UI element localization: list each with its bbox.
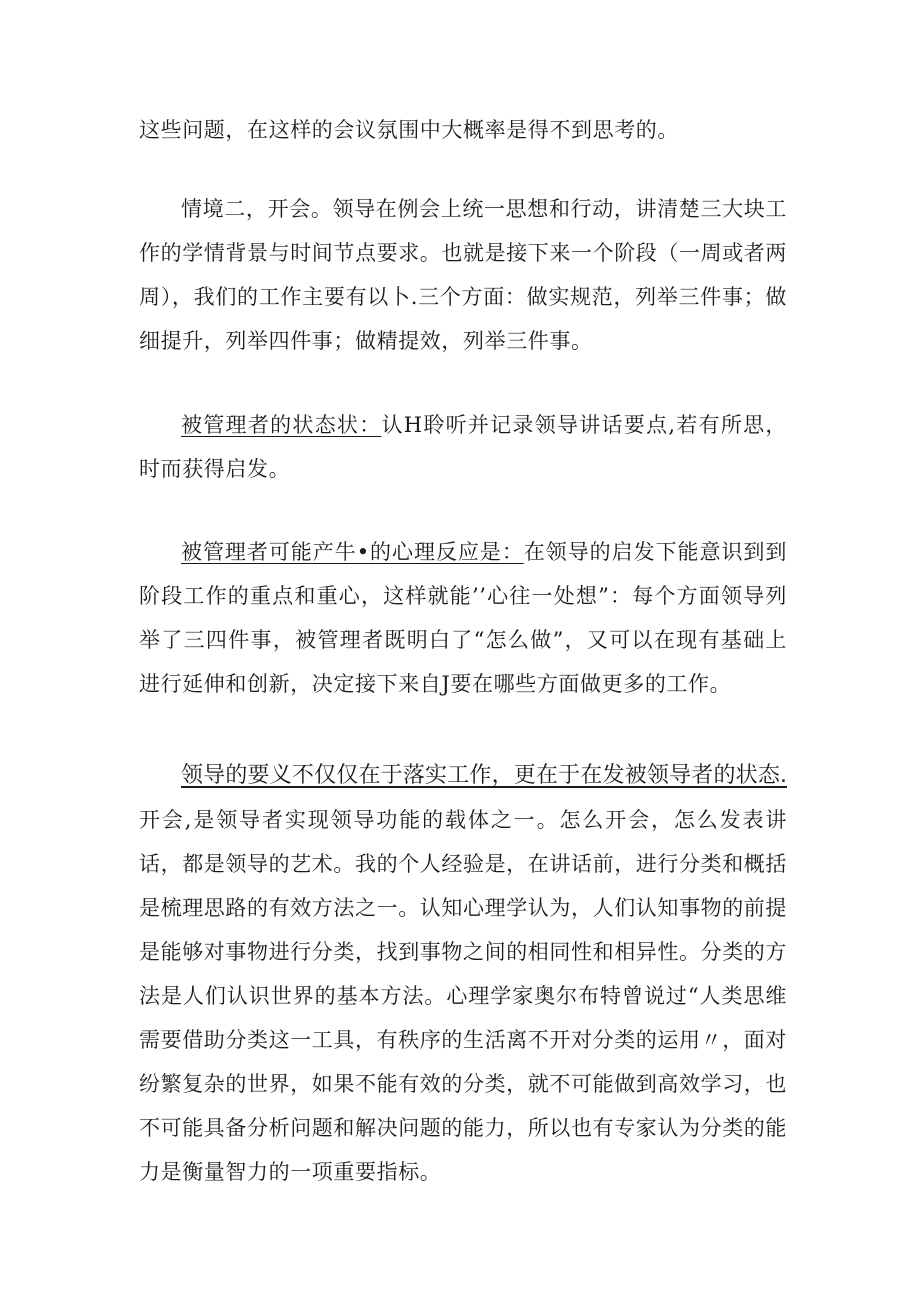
paragraph-lead: 被管理者的状态状： — [181, 413, 382, 437]
paragraph-psychological-reaction — [139, 530, 787, 706]
paragraph-text: 认H聆听并记录领导讲话要点,若有所思，时而获得启发。 — [139, 413, 787, 481]
paragraph-text: 开会,是领导者实现领导功能的载体之一。怎么开会，怎么发表讲话，都是领导的艺术。我的个人经验是，在讲话前，进行分类和概括是梳理思路的有效方法之一。认知心理学认为，人们认知事物的前提是能够对事物进行分类，找到事物之间的相同性和相异性。分类的方法是人们认识世界的基本方法。心理学家奥尔布特曾说过“人类思维需要借助分类这一工具，有秩序的生活离不开对分类的运用〃，面对纷繁复杂的世界，如果不能有效的分类，就不可能做到高效学习，也不可能具备分析问题和解决问题的能力，所以也有专家认为分类的能力是衡量智力的一项重要指标。 — [139, 808, 787, 1184]
paragraph-leadership-essence — [139, 753, 787, 1194]
paragraph-text: 在领导的启发下能意识到到阶段工作的重点和重心，这样就能’’心往一处想”：每个方面领导列举了三四件事，被管理者既明白了“怎么做”，又可以在现有基础上进行延伸和创新，决定接下来自J要在哪些方面做更多的工作。 — [139, 540, 788, 696]
paragraph-continuation — [139, 108, 787, 152]
paragraph-scenario-two — [139, 187, 787, 363]
paragraph-text: 这些问题，在这样的会议氛围中大概率是得不到思考的。 — [139, 118, 679, 142]
paragraph-lead-heading: 领导的要义不仅仅在于落实工作，更在于在发被领导者的状态. — [181, 763, 787, 788]
paragraph-lead: 被管理者可能产牛•的心理反应是： — [181, 540, 524, 564]
paragraph-managed-state — [139, 403, 787, 491]
paragraph-text: 情境二，开会。领导在例会上统一思想和行动，讲清楚三大块工作的学情背景与时间节点要求。也就是接下来一个阶段（一周或者两周），我们的工作主要有以卜.三个方面：做实规范，列举三件事；做细提升，列举四件事；做精提效，列举三件事。 — [139, 197, 787, 353]
